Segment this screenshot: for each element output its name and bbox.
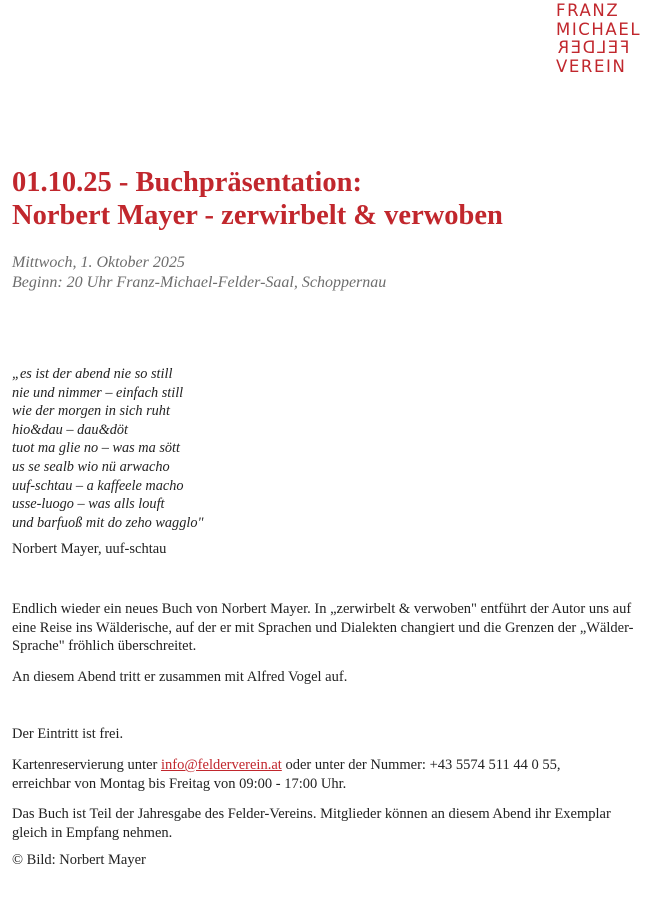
intro-paragraph: Endlich wieder ein neues Buch von Norbert Mayer. In „zerwirbelt & verwoben" entführt der Autor uns auf eine Reise ins Wälderische, auf der er mit Sprachen und Dialekten changiert und die Grenzen der „Wälder-Sprache" fröhlich überschreitet.	[12, 601, 634, 654]
title-line-1: 01.10.25 - Buchpräsentation:	[12, 167, 362, 198]
guest-paragraph: An diesem Abend tritt er zusammen mit Alfred Vogel auf.	[12, 669, 348, 685]
title-line-2: Norbert Mayer - zerwirbelt & verwoben	[12, 200, 503, 231]
poem-attribution: Norbert Mayer, uuf-schtau	[12, 541, 167, 557]
page-title	[12, 166, 503, 232]
event-date: Mittwoch, 1. Oktober 2025	[12, 254, 185, 271]
image-credit: © Bild: Norbert Mayer	[12, 852, 146, 868]
admission-paragraph: Der Eintritt ist frei.	[12, 726, 124, 742]
logo-line-verein: VEREIN	[556, 56, 627, 76]
poem-line: uuf-schtau – a kaffeele macho	[12, 477, 184, 494]
poem-line: und barfuoß mit do zeho wagglo"	[12, 514, 204, 531]
event-time-place: Beginn: 20 Uhr Franz-Michael-Felder-Saal, Schoppernau	[12, 274, 387, 291]
book-paragraph: Das Buch ist Teil der Jahresgabe des Felder-Vereins. Mitglieder können an diesem Abend ihr Exemplar gleich in Empfang nehmen.	[12, 806, 611, 841]
poem-line: us se sealb wio nü arwacho	[12, 458, 170, 475]
poem-line: „es ist der abend nie so still	[12, 366, 173, 382]
poem-line: wie der morgen in sich ruht	[12, 403, 170, 420]
reservation-paragraph	[12, 756, 612, 793]
event-meta	[12, 253, 386, 293]
logo-line-michael: MICHAEL	[556, 19, 642, 39]
logo-felder-mirrored: FELDER	[556, 38, 630, 57]
poem-line: usse-luogo – was alls louft	[12, 496, 165, 513]
felder-verein-logo[interactable]	[556, 2, 660, 76]
email-link[interactable]: info@felderverein.at	[160, 757, 282, 773]
reservation-text-before: Kartenreservierung unter	[12, 757, 161, 773]
poem-line: tuot ma glie no – was ma sött	[12, 440, 180, 457]
reservation-text-after: oder unter der Nummer: +43 5574 511 44 0 55, erreichbar von Montag bis Freitag von 09:00 - 17:00 Uhr.	[12, 757, 561, 792]
logo-line-franz: FRANZ	[556, 1, 620, 20]
poem-line: nie und nimmer – einfach still	[12, 384, 184, 401]
logo-line-felder	[556, 39, 660, 58]
poem	[12, 365, 203, 532]
poem-line: hio&dau – dau&döt	[12, 421, 128, 438]
